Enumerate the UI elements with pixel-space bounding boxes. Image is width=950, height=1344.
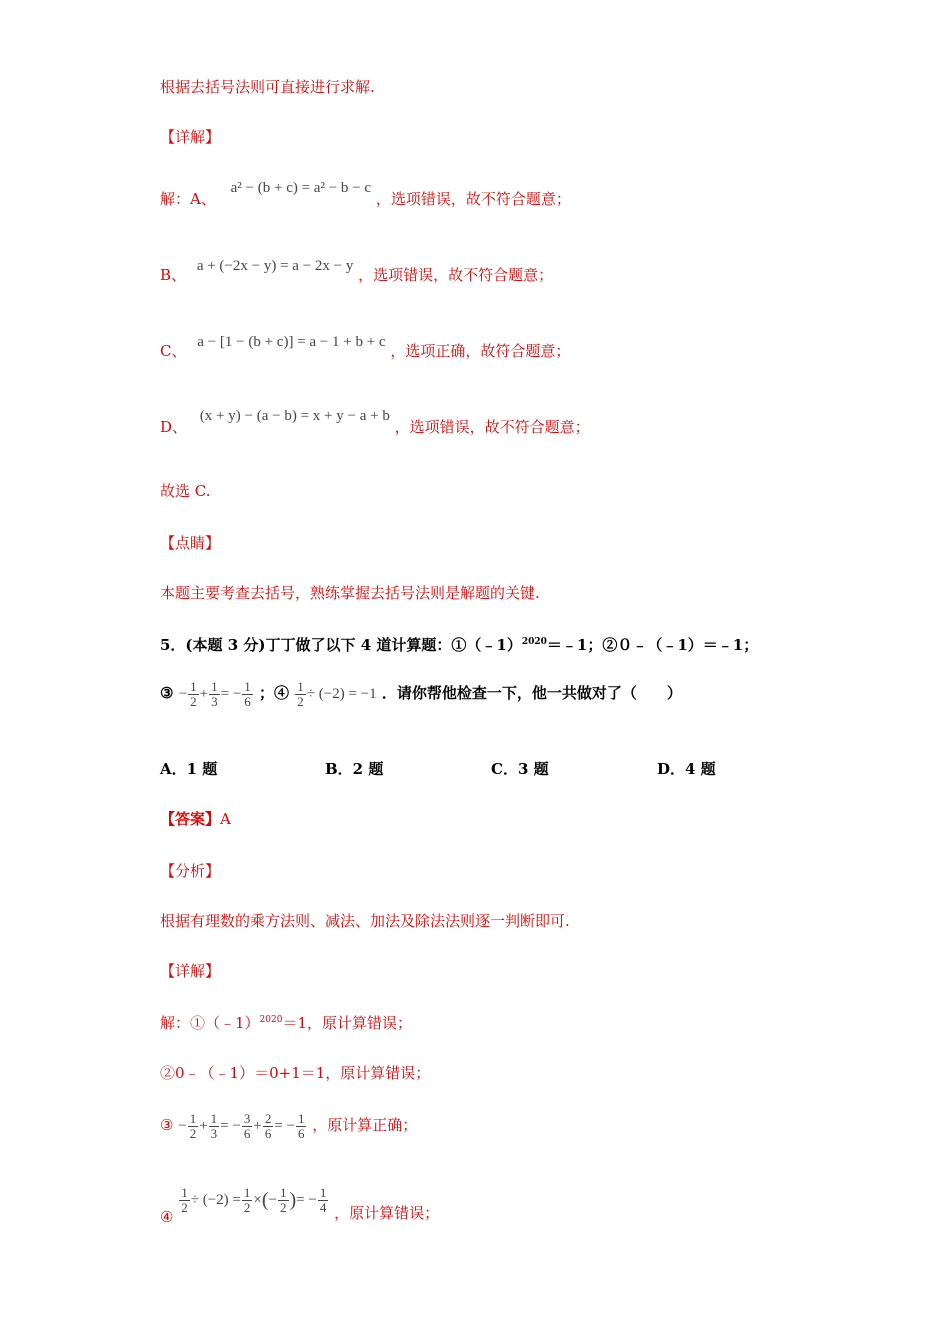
step-4-verdict: ，原计算错误； [334, 1203, 440, 1222]
solution-option-b [160, 258, 554, 285]
explanation-text: 根据去括号法则可直接进行求解. [160, 78, 375, 96]
step-1-part1: 解：①（﹣1） [160, 1014, 260, 1032]
option-c-formula: a − [1 − (b + c)] = a − 1 + b + c [197, 334, 386, 350]
choice-c: C．3 题 [491, 760, 549, 778]
option-a-prefix: 解：A、 [160, 190, 216, 208]
option-b-formula: a + (−2x − y) = a − 2x − y [196, 258, 354, 274]
solution-option-d [160, 408, 590, 437]
question-5-stem-line1 [160, 634, 758, 655]
comment-text: 本题主要考查去括号，熟练掌握去括号法则是解题的关键. [160, 584, 540, 602]
step-3-verdict: ，原计算正确； [312, 1115, 418, 1134]
step-4-formula: $\frac{1}{2}$ ÷ (−2) = $\frac{1}{2}$ ×(− $\frac{1}{2}$ )= − $\frac{1}{4}$ [181, 1185, 327, 1215]
choice-a: A．1 题 [160, 760, 218, 778]
option-a-formula: a² − (b + c) = a² − b − c [230, 180, 372, 196]
step-2: ②0﹣（﹣1）＝0+1＝1，原计算错误； [160, 1064, 431, 1082]
final-choice: 故选 C. [160, 482, 211, 500]
option-a-verdict: ，选项错误，故不符合题意； [375, 190, 571, 208]
question-5-stem-part2: ＝﹣1；②０﹣（﹣1）＝﹣1； [546, 636, 759, 654]
question-5-item4-label: ；④ [259, 683, 290, 702]
step-3-label: ③ [160, 1115, 174, 1134]
detail-heading: 【详解】 [160, 128, 221, 146]
option-c-prefix: C、 [160, 342, 187, 360]
question-5-item3-formula: − $\frac{1}{2}$ + $\frac{1}{3}$ = − $\frac{1}{6}$ [178, 679, 251, 709]
solution-option-c [160, 334, 571, 361]
question-5-stem-line2 [160, 680, 682, 709]
step-1-part2: ＝1，原计算错误； [282, 1014, 412, 1032]
step-1 [160, 1012, 412, 1033]
step-4 [160, 1185, 440, 1226]
question-5-item4-formula: $\frac{1}{2}$ ÷ (−2) = −1 [297, 679, 377, 709]
answer-line [160, 808, 231, 829]
step-4-label: ④ [160, 1207, 174, 1226]
choice-d: D．4 题 [657, 760, 716, 778]
option-d-verdict: ，选项错误，故不符合题意； [394, 418, 590, 436]
question-5-item3-label: ③ [160, 683, 174, 702]
solution-option-a [160, 180, 571, 209]
comment-heading: 【点睛】 [160, 534, 221, 552]
analysis-text: 根据有理数的乘方法则、减法、加法及除法法则逐一判断即可. [160, 912, 570, 930]
question-5-stem-tail: ．请你帮他检查一下，他一共做对了（ ） [381, 683, 682, 702]
answer-heading: 【答案】 [160, 810, 221, 828]
analysis-heading: 【分析】 [160, 862, 221, 880]
detail-heading-2: 【详解】 [160, 962, 221, 980]
step-3 [160, 1112, 417, 1141]
option-c-verdict: ，选项正确，故符合题意； [390, 342, 571, 360]
answer-value: A [220, 810, 231, 828]
option-d-prefix: D、 [160, 418, 188, 436]
step-3-formula: − $\frac{1}{2}$ + $\frac{1}{3}$ = − $\frac{3}{6}$ + $\frac{2}{6}$ = − $\frac{1}{6}$ [178, 1111, 305, 1141]
step-1-exponent: 2020 [259, 1015, 283, 1025]
question-5-stem-part1: 5．(本题 3 分)丁丁做了以下 4 道计算题：①（﹣1） [160, 636, 522, 654]
option-b-prefix: B、 [160, 266, 187, 284]
option-d-formula: (x + y) − (a − b) = x + y − a + b [199, 408, 390, 424]
choice-b: B．2 题 [325, 760, 384, 778]
question-5-exponent: 2020 [521, 637, 547, 647]
option-b-verdict: ，选项错误，故不符合题意； [358, 266, 554, 284]
